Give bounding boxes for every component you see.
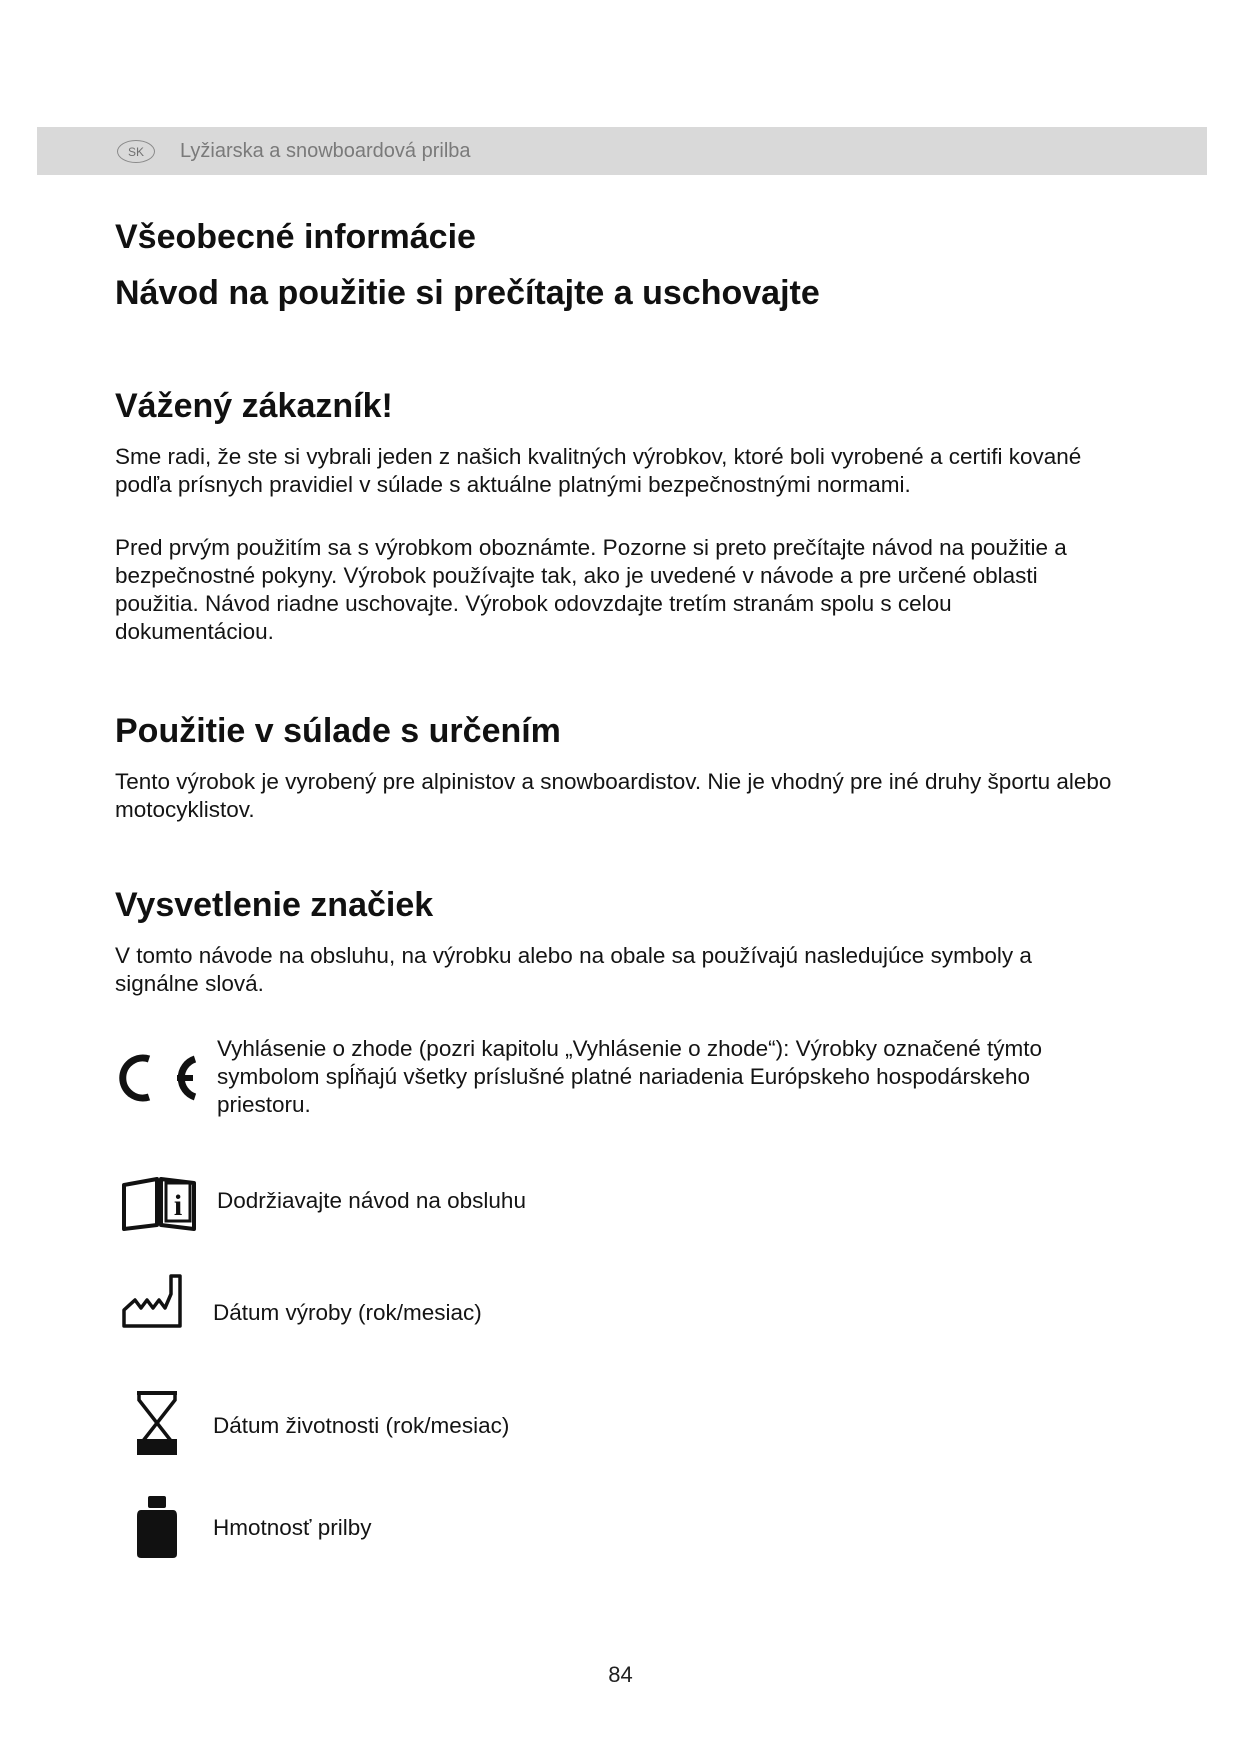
language-badge: SK [117,140,155,163]
ce-mark-icon [115,1053,199,1103]
read-manual-icon [121,1175,197,1231]
symbol-text-expiry: Dátum životnosti (rok/mesiac) [213,1413,510,1438]
symbol-row-manual [115,1175,1125,1235]
symbol-row-expiry [115,1390,1125,1460]
symbol-row-ce [115,1035,1125,1125]
customer-paragraph-1: Sme radi, že ste si vybrali jeden z našich kvalitných výrobkov, ktoré boli vyrobené a certifi kované podľa prísnych pravidiel v súlade s aktuálne platnými bezpečnostnými normami. [115,444,1082,497]
svg-text:i: i [173,1189,183,1222]
symbols-intro: V tomto návode na obsluhu, na výrobku alebo na obale sa používajú nasledujúce symboly a signálne slová. [115,943,1032,996]
weight-icon [135,1494,179,1560]
page-number: 84 [608,1662,633,1687]
read-manual-heading: Návod na použitie si prečítajte a uschovajte [115,274,820,312]
customer-heading: Vážený zákazník! [115,387,393,425]
symbol-text-manufacture: Dátum výroby (rok/mesiac) [213,1300,482,1325]
symbols-heading: Vysvetlenie značiek [115,886,434,924]
general-info-heading: Všeobecné informácie [115,218,476,256]
symbol-text-weight: Hmotnosť prilby [213,1515,372,1540]
intended-use-heading: Použitie v súlade s určením [115,712,561,750]
symbol-row-weight [115,1494,1125,1564]
customer-paragraph-2: Pred prvým použitím sa s výrobkom oboznámte. Pozorne si preto prečítajte návod na použitie a bezpečnostné pokyny. Výrobok používajte tak, ako je uvedené v návode a pre určené oblasti použitia. Návod riadne uschovajte. Výrobok odovzdajte tretím stranám spolu s celou dokumentáciou. [115,535,1067,644]
header-title: Lyžiarska a snowboardová prilba [180,140,471,162]
symbol-text-manual: Dodržiavajte návod na obsluhu [217,1188,526,1213]
intended-use-paragraph: Tento výrobok je vyrobený pre alpinistov a snowboardistov. Nie je vhodný pre iné druhy športu alebo motocyklistov. [115,769,1112,822]
manufacture-date-icon [121,1272,185,1330]
page-header [37,127,1207,175]
symbol-text-ce: Vyhlásenie o zhode (pozri kapitolu „Vyhlásenie o zhode“): Výrobky označené týmto symbolom spĺňajú všetky príslušné platné nariadenia Európskeho hospodárskeho priestoru. [217,1036,1043,1117]
symbol-row-manufacture [115,1272,1125,1342]
hourglass-icon [135,1390,179,1456]
